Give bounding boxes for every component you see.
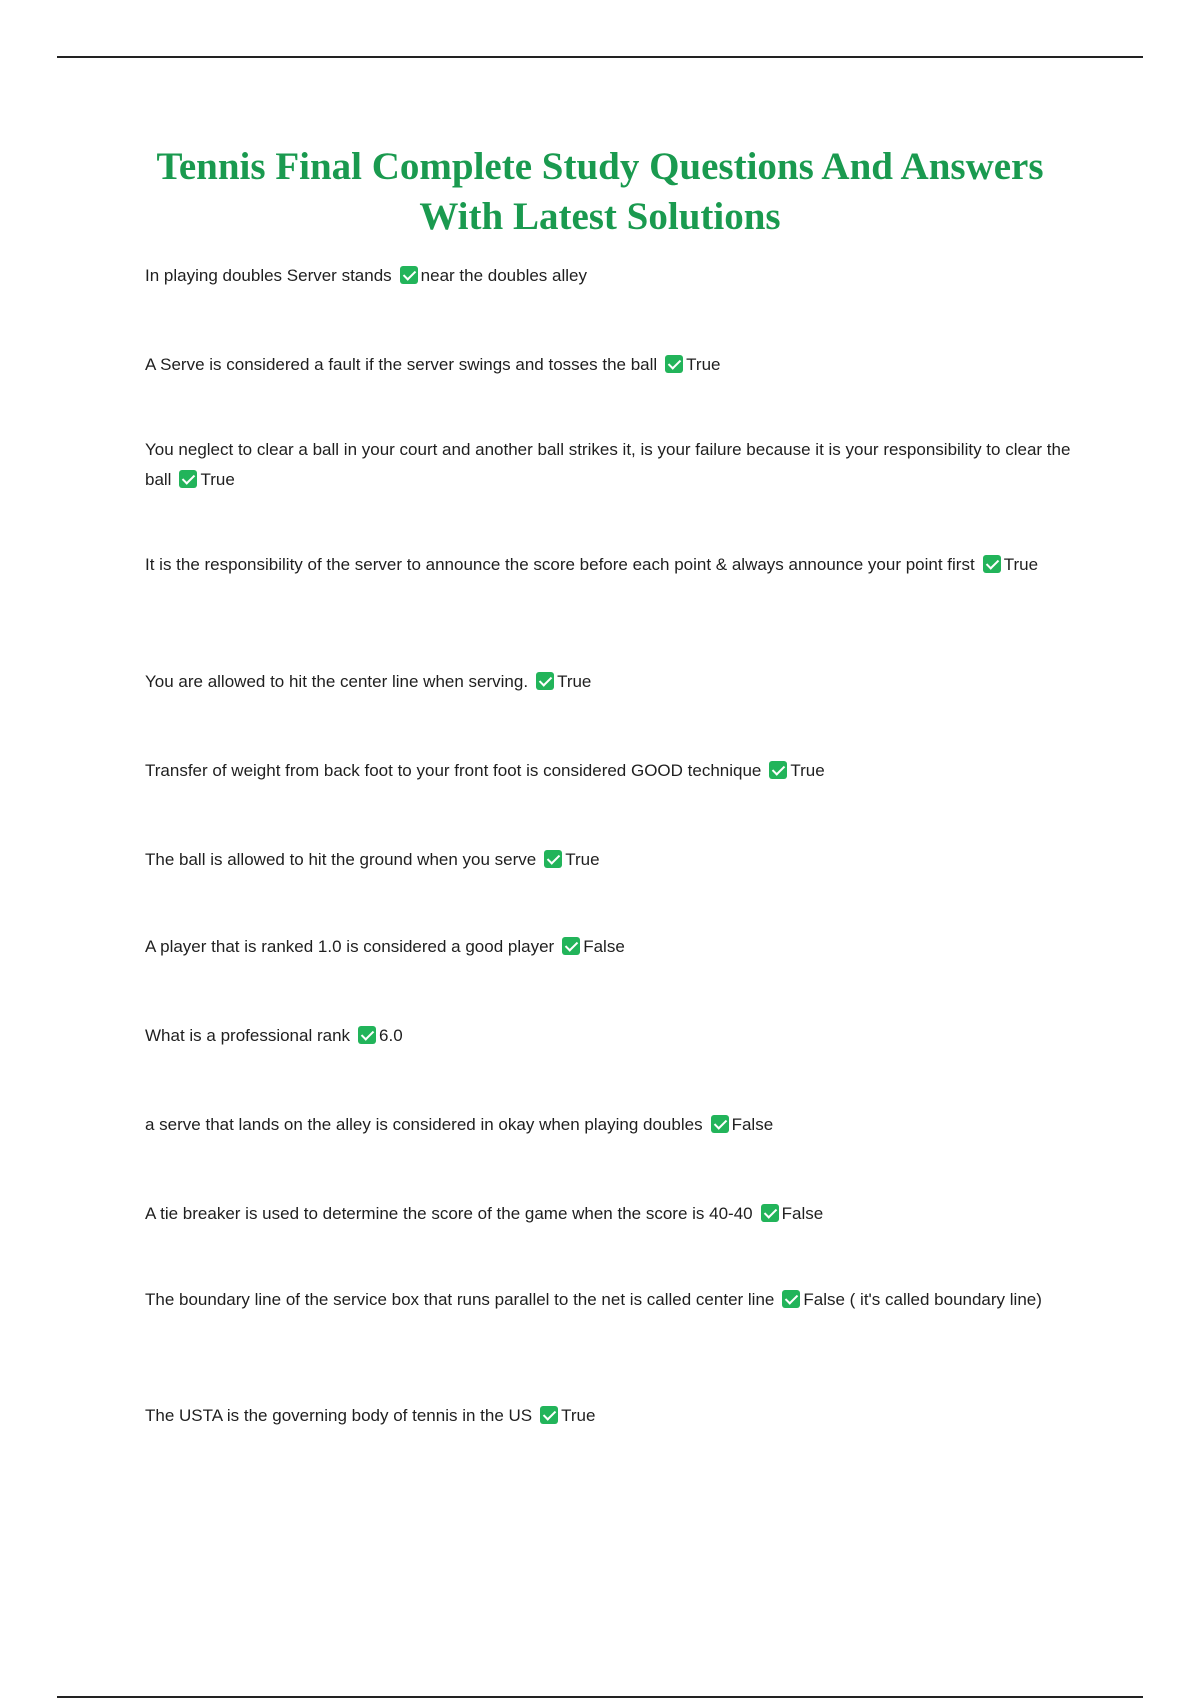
green-checkbox-icon <box>782 1290 800 1308</box>
green-checkbox-icon <box>179 470 197 488</box>
green-checkbox-icon <box>665 355 683 373</box>
qa-item <box>145 261 1085 291</box>
answer-text: True <box>790 761 825 780</box>
question-text: A tie breaker is used to determine the score of the game when the score is 40-40 <box>145 1204 753 1223</box>
green-checkbox-icon <box>761 1204 779 1222</box>
answer-text: True <box>561 1406 596 1425</box>
title-line-1: Tennis Final Complete Study Questions And Answers <box>156 145 1044 188</box>
answer-text: False <box>731 1115 774 1134</box>
qa-item <box>145 1401 1085 1431</box>
title-line-2: With Latest Solutions <box>419 195 781 238</box>
qa-item <box>145 845 1085 875</box>
document-title <box>100 142 1100 242</box>
answer-text: near the doubles alley <box>420 266 587 285</box>
top-rule <box>57 56 1143 58</box>
green-checkbox-icon <box>358 1026 376 1044</box>
green-checkbox-icon <box>540 1406 558 1424</box>
green-checkbox-icon <box>983 555 1001 573</box>
qa-item <box>145 1021 1085 1051</box>
question-text: Transfer of weight from back foot to your front foot is considered GOOD technique <box>145 761 762 780</box>
question-text: What is a professional rank <box>145 1026 351 1045</box>
question-text: You are allowed to hit the center line when serving. <box>145 672 529 691</box>
qa-item <box>145 932 1085 962</box>
answer-text: False <box>583 937 625 956</box>
answer-text: True <box>200 470 235 489</box>
question-text: A Serve is considered a fault if the server swings and tosses the ball <box>145 355 658 374</box>
question-text: In playing doubles Server stands <box>145 266 392 285</box>
question-text: The USTA is the governing body of tennis in the US <box>145 1406 533 1425</box>
qa-item <box>145 1110 1085 1140</box>
green-checkbox-icon <box>562 937 580 955</box>
question-text: A player that is ranked 1.0 is considered a good player <box>145 937 555 956</box>
answer-text: True <box>686 355 721 374</box>
qa-item <box>145 550 1085 580</box>
answer-text: True <box>1003 555 1039 574</box>
qa-item <box>145 667 1085 697</box>
answer-text: False <box>781 1204 824 1223</box>
answer-text: 6.0 <box>379 1026 403 1045</box>
qa-item <box>145 756 1085 786</box>
green-checkbox-icon <box>400 266 418 284</box>
answer-text: True <box>565 850 600 869</box>
answer-text: True <box>557 672 592 691</box>
green-checkbox-icon <box>769 761 787 779</box>
question-text: It is the responsibility of the server to announce the score before each point & always announce your point first <box>145 555 975 574</box>
question-text: You neglect to clear a ball in your court and another ball strikes it, is your failure because it is your responsibility to clear the ball <box>145 440 1071 489</box>
question-text: The boundary line of the service box that runs parallel to the net is called center line <box>145 1290 775 1309</box>
green-checkbox-icon <box>544 850 562 868</box>
green-checkbox-icon <box>711 1115 729 1133</box>
qa-item <box>145 435 1085 495</box>
green-checkbox-icon <box>536 672 554 690</box>
qa-item <box>145 1286 1085 1313</box>
question-text: a serve that lands on the alley is considered in okay when playing doubles <box>145 1115 703 1134</box>
answer-text: False ( it's called boundary line) <box>803 1290 1042 1309</box>
qa-item <box>145 350 1085 380</box>
qa-item <box>145 1199 1085 1229</box>
bottom-rule <box>57 1696 1143 1698</box>
question-text: The ball is allowed to hit the ground when you serve <box>145 850 537 869</box>
